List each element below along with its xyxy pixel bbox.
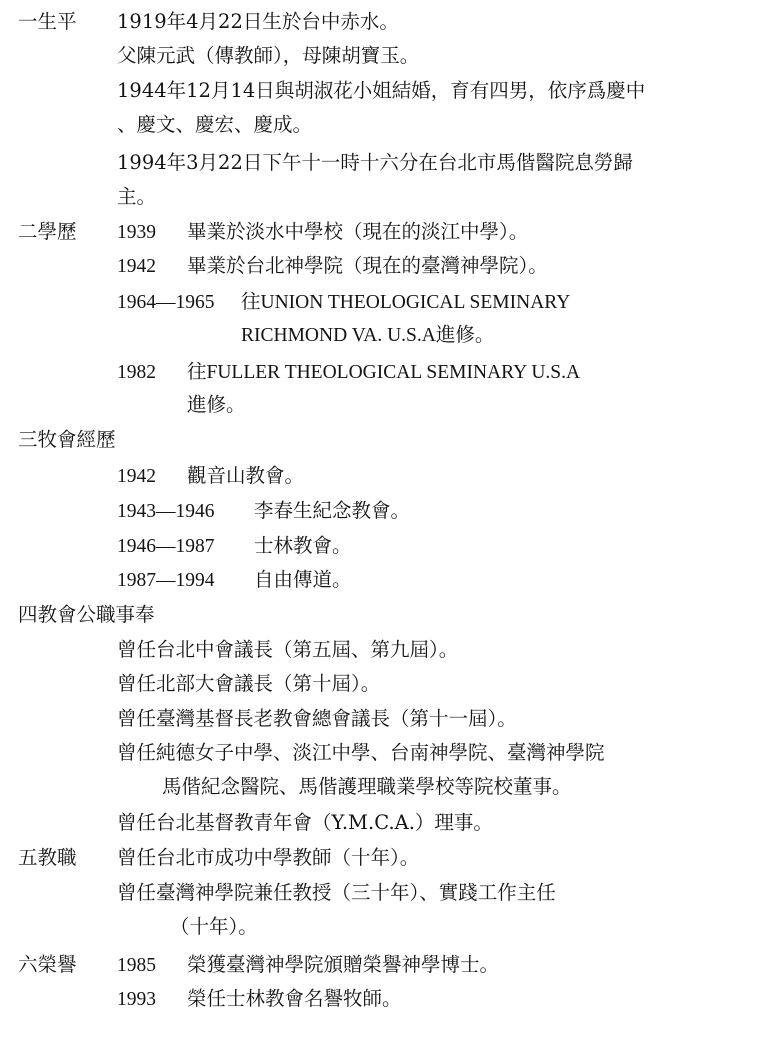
text-line: 曾任台北基督教青年會（Y.M.C.A.）理事。 [117,811,493,834]
section-heading-life: 一生平 [18,10,77,33]
text-line: （十年）。 [170,915,258,938]
list-item [117,292,570,313]
list-item [117,536,352,557]
item-year: 1943—1946 [117,501,215,522]
text-line: 曾任臺灣神學院兼任教授（三十年）、實踐工作主任 [117,881,556,904]
item-year: 1942 [117,466,156,487]
item-text: 往UNION THEOLOGICAL SEMINARY [241,292,571,313]
text-line: 曾任純德女子中學、淡江中學、台南神學院、臺灣神學院 [117,741,605,764]
text-line: 曾任臺灣基督長老教會總會議長（第十一屆）。 [117,707,517,730]
text-line: 1994年3月22日下午十一時十六分在台北市馬偕醫院息勞歸 [117,151,633,174]
section-heading-honors: 六榮譽 [18,953,77,976]
list-item [117,955,499,976]
item-text: 士林教會。 [254,534,352,557]
item-text: 觀音山教會。 [187,464,305,487]
list-item [117,362,580,383]
item-year: 1964—1965 [117,292,215,313]
item-text: 往FULLER THEOLOGICAL SEMINARY U.S.A [187,362,581,383]
item-text: 榮任士林教會名譽牧師。 [187,987,402,1010]
text-line: 、慶文、慶宏、慶成。 [117,113,313,136]
text-line: 曾任台北市成功中學教師（十年）。 [117,846,420,869]
text-line: 曾任台北中會議長（第五屆、第九屆）。 [117,638,459,661]
item-text: 榮獲臺灣神學院頒贈榮譽神學博士。 [187,953,500,976]
text-line: 馬偕紀念醫院、馬偕護理職業學校等院校董事。 [162,775,572,798]
list-item [117,989,402,1010]
item-text: 畢業於淡水中學校（現在的淡江中學）。 [187,220,529,243]
item-year: 1982 [117,362,156,383]
section-heading-church-offices: 四教會公職事奉 [18,603,155,626]
item-text: 李春生紀念教會。 [254,499,411,522]
list-item [117,501,410,522]
item-year: 1946—1987 [117,536,215,557]
text-line: 主。 [117,185,157,208]
item-year: 1993 [117,989,156,1010]
item-text-continued: RICHMOND VA. U.S.A進修。 [241,325,495,346]
text-line: 曾任北部大會議長（第十屆）。 [117,672,381,695]
list-item [117,222,528,243]
text-line: 1944年12月14日與胡淑花小姐結婚，育有四男，依序爲慶中 [117,79,646,102]
list-item [117,570,352,591]
item-year: 1942 [117,256,156,277]
section-heading-teaching: 五教職 [18,846,77,869]
item-year: 1939 [117,222,156,243]
text-line: 1919年4月22日生於台中赤水。 [117,10,399,33]
item-year: 1987—1994 [117,570,215,591]
item-year: 1985 [117,955,156,976]
item-text-continued: 進修。 [187,393,246,416]
section-heading-education: 二學歷 [18,220,77,243]
text-line: 父陳元武（傳教師），母陳胡寶玉。 [117,44,420,67]
list-item [117,256,548,277]
section-heading-ministry: 三牧會經歷 [18,428,116,451]
list-item [117,466,304,487]
item-text: 自由傳道。 [254,568,352,591]
item-text: 畢業於台北神學院（現在的臺灣神學院）。 [187,254,548,277]
